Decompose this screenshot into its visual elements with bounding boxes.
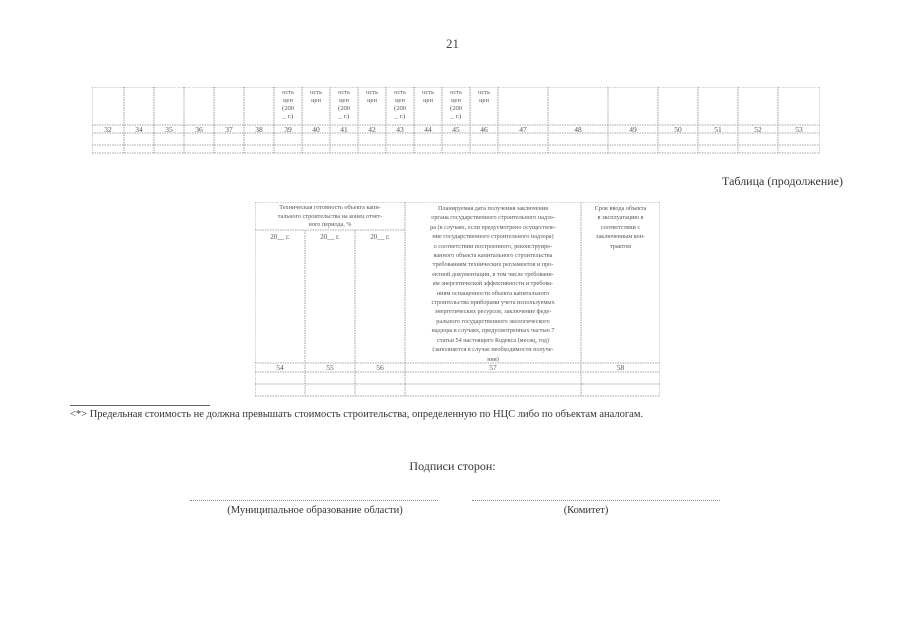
column-header-technical-readiness: Техническая готовность объекта капи- тального строительства на конец отчет- ного периода, % [277, 204, 383, 228]
column-number: 40 [312, 125, 320, 134]
column-header-commissioning-date: Срок ввода объекта в эксплуатацию в соответствии с заключенным кон- трактом [594, 205, 647, 250]
signature-label-right: (Комитет) [563, 505, 609, 516]
column-header-40: ость цен [309, 89, 323, 104]
column-number: 36 [195, 125, 203, 134]
column-number: 49 [629, 125, 637, 134]
column-number: 34 [135, 125, 143, 134]
column-number: 35 [165, 125, 173, 134]
column-number: 39 [284, 125, 292, 134]
column-number: 45 [452, 125, 460, 134]
column-number: 58 [616, 363, 625, 372]
column-header-43: ость цен (200 _ г.) [393, 89, 407, 120]
column-number: 44 [424, 125, 432, 134]
table-caption: Таблица (продолжение) [722, 174, 843, 188]
column-header-planned-conclusion-date: Планируемая дата получения заключения органа государственного строительного надзо- ра (в случаях, если предусмотрено осуществле- ние государственного строительного надзора) о соответствии построенного, реконструиро- ванного объекта капитального строительства требованиям технических регламентов и про- ектной документации, в том числе требовани- ям энергетической эффективности и требова- ниям оснащенности объекта капитального строительства приборами учета используемых энергетических ресурсов, заключение феде- рального государственного экологического надзора в случаях, предусмотренных частью 7 статьи 54 настоящего Кодекса (месяц, год) (заполняется в случае необходимости получе- ния) [430, 205, 556, 362]
year-label: 20__ г. [270, 233, 290, 241]
column-number: 37 [225, 125, 233, 134]
signature-line-left [190, 500, 438, 501]
column-number: 57 [489, 363, 497, 372]
column-number: 51 [714, 125, 722, 134]
year-label: 20__ г. [370, 233, 390, 241]
column-number: 42 [368, 125, 376, 134]
column-header-39: ость цен (200 _ г.) [281, 89, 295, 120]
column-number: 53 [795, 125, 803, 134]
column-number: 47 [519, 125, 527, 134]
continuation-table-top [92, 87, 820, 154]
column-number: 43 [396, 125, 404, 134]
signature-line-right [472, 500, 720, 501]
column-header-45: ость цен (200 _ г.) [449, 89, 463, 120]
column-header-46: ость цен [477, 89, 491, 104]
column-number: 41 [340, 125, 348, 134]
column-number: 38 [255, 125, 263, 134]
signature-label-left: (Муниципальное образование области) [227, 505, 403, 516]
column-number: 56 [376, 363, 384, 372]
column-number: 50 [674, 125, 682, 134]
column-number: 48 [574, 125, 582, 134]
continuation-table-bottom [255, 202, 660, 397]
column-header-44: ость цен [421, 89, 435, 104]
footnote: <*> Предельная стоимость не должна превышать стоимость строительства, определенную по НЦС либо по объектам аналогам. [70, 409, 644, 420]
column-number: 46 [480, 125, 488, 134]
column-number: 32 [104, 125, 112, 134]
page-number: 21 [446, 36, 459, 51]
year-label: 20__ г. [320, 233, 340, 241]
column-header-41: ость цен (200 _ г.) [337, 89, 351, 120]
column-number: 54 [276, 363, 284, 372]
signatures-title: Подписи сторон: [409, 459, 496, 473]
column-number: 55 [326, 363, 334, 372]
column-number: 52 [754, 125, 762, 134]
column-header-42: ость цен [365, 89, 379, 104]
footnote-divider [70, 405, 210, 406]
